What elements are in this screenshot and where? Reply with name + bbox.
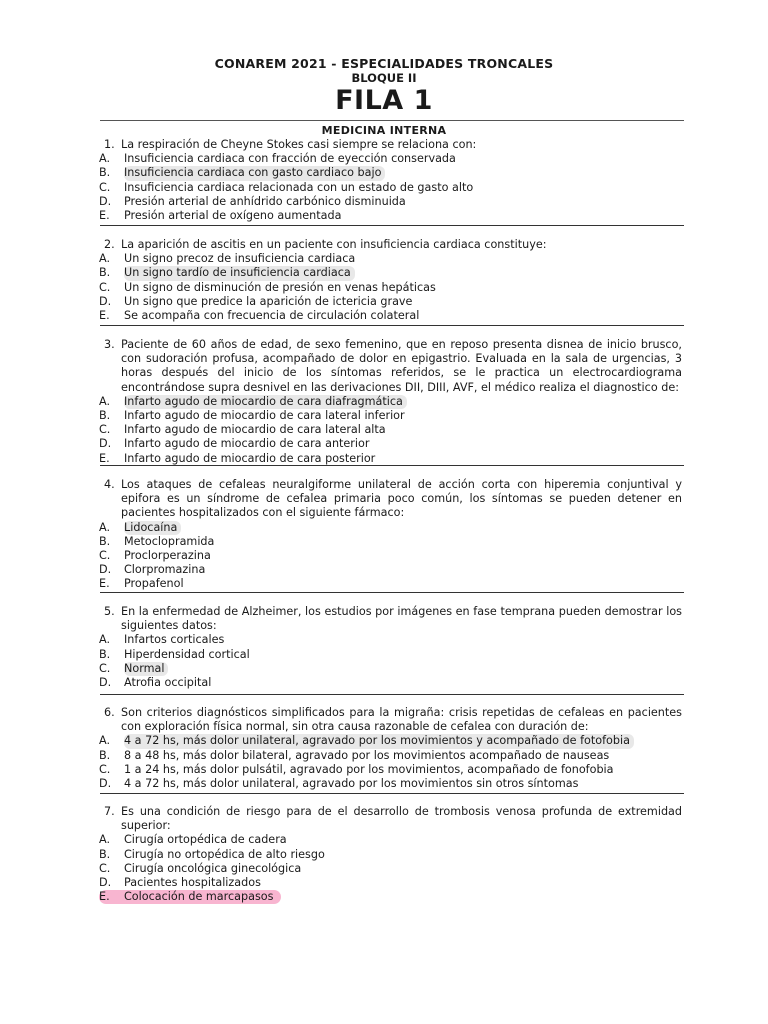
option-a: [99, 152, 682, 166]
option-text: Un signo que predice la aparición de ictericia grave: [124, 294, 413, 308]
option-text: Un signo precoz de insuficiencia cardiaca: [124, 252, 356, 266]
question-text: En la enfermedad de Alzheimer, los estudios por imágenes en fase temprana pueden demostrar los siguientes datos:: [121, 605, 682, 633]
option-e: [99, 577, 682, 591]
option-letter: B.: [99, 266, 111, 280]
option-b: [99, 266, 682, 280]
question-stem: [99, 238, 682, 252]
option-text-highlighted: Lidocaína: [124, 521, 181, 535]
option-text: Propafenol: [124, 577, 184, 591]
option-a: [99, 633, 682, 647]
option-text: Insuficiencia cardiaca relacionada con un estado de gasto alto: [124, 180, 474, 194]
option-c: [99, 662, 682, 676]
option-d: [99, 777, 682, 791]
option-letter: E.: [99, 451, 110, 465]
option-letter: B.: [99, 748, 111, 762]
option-text: 1 a 24 hs, más dolor pulsátil, agravado por los movimientos, acompañado de fonofobia: [124, 762, 614, 776]
option-letter: C.: [99, 549, 111, 563]
question-number: 6.: [104, 706, 115, 719]
option-text-highlighted: Un signo tardío de insuficiencia cardiaca: [124, 266, 355, 280]
option-text-highlighted: Insuficiencia cardiaca con gasto cardiaco bajo: [124, 166, 385, 180]
option-e: [99, 209, 682, 223]
option-letter: D.: [99, 676, 112, 690]
option-a: [99, 521, 682, 535]
option-d: [99, 563, 682, 577]
option-letter: D.: [99, 777, 112, 791]
question-3: [99, 338, 682, 466]
option-text: Infarto agudo de miocardio de cara posterior: [124, 451, 376, 465]
option-b: [99, 166, 682, 180]
question-number: 3.: [104, 338, 115, 351]
option-d: [99, 195, 682, 209]
question-number: 4.: [104, 478, 115, 491]
option-letter: B.: [99, 409, 111, 423]
question-divider: [100, 793, 684, 794]
question-text: La respiración de Cheyne Stokes casi siempre se relaciona con:: [121, 138, 477, 151]
option-letter: C.: [99, 423, 111, 437]
option-b: [99, 535, 682, 549]
question-number: 7.: [104, 805, 115, 818]
option-text: Pacientes hospitalizados: [124, 876, 261, 890]
option-text: Infarto agudo de miocardio de cara lateral alta: [124, 423, 386, 437]
option-text-highlighted: Normal: [124, 662, 168, 676]
question-number: 5.: [104, 605, 115, 618]
option-text: Metoclopramida: [124, 534, 215, 548]
option-b: [99, 648, 682, 662]
option-text: Infarto agudo de miocardio de cara lateral inferior: [124, 409, 405, 423]
option-d: [99, 295, 682, 309]
option-text: 4 a 72 hs, más dolor unilateral, agravado por los movimientos sin otros síntomas: [124, 777, 579, 791]
option-text: Cirugía no ortopédica de alto riesgo: [124, 847, 325, 861]
option-text: 8 a 48 hs, más dolor bilateral, agravado por los movimientos acompañado de nauseas: [124, 748, 610, 762]
option-c: [99, 549, 682, 563]
option-c: [99, 181, 682, 195]
question-text: Los ataques de cefaleas neuralgiforme unilateral de acción corta con hiperemia conjuntival y epifora es un síndrome de cefalea primaria poco común, los síntomas se pueden detener en pacientes hospitalizados con el siguiente fármaco:: [121, 478, 682, 520]
option-letter: B.: [99, 847, 111, 861]
question-stem: [99, 138, 682, 152]
question-stem: [99, 805, 682, 833]
option-text: Atrofia occipital: [124, 676, 212, 690]
option-letter: E.: [99, 209, 110, 223]
option-d: [99, 876, 682, 890]
exam-title: CONAREM 2021 - ESPECIALIDADES TRONCALES: [214, 56, 554, 71]
option-d: [99, 437, 682, 451]
option-letter: D.: [99, 437, 112, 451]
option-text: Clorpromazina: [124, 563, 206, 577]
section-title: MEDICINA INTERNA: [321, 124, 447, 137]
option-letter: E.: [99, 577, 110, 591]
option-a: [99, 252, 682, 266]
option-letter: C.: [99, 861, 111, 875]
option-letter: E.: [99, 309, 110, 323]
option-text: Un signo de disminución de presión en venas hepáticas: [124, 280, 436, 294]
option-letter: C.: [99, 762, 111, 776]
option-letter: D.: [99, 876, 112, 890]
question-divider: [100, 465, 684, 466]
question-divider: [100, 592, 684, 593]
option-a: [99, 833, 682, 847]
option-letter: A.: [99, 252, 111, 266]
option-text-highlighted: Infarto agudo de miocardio de cara diafragmática: [124, 395, 407, 409]
question-4: [99, 478, 682, 592]
option-text-highlighted: 4 a 72 hs, más dolor unilateral, agravado por los movimientos y acompañado de fotofobia: [124, 734, 634, 748]
question-number: 1.: [104, 138, 115, 151]
option-text: Cirugía oncológica ginecológica: [124, 861, 302, 875]
question-text: Paciente de 60 años de edad, de sexo femenino, que en reposo presenta disnea de inicio brusco, con sudoración profusa, acompañado de dolor en epigastrio. Evaluada en la sala de urgencias, 3 horas después del inicio de los síntomas referidos, se le practica un electrocardiograma encontrándose supra desnivel en las derivaciones DII, DIII, AVF, el médico realiza el diagnostico de:: [121, 338, 682, 394]
option-text: Insuficiencia cardiaca con fracción de eyección conservada: [124, 152, 456, 166]
option-letter: A.: [99, 833, 111, 847]
option-text: Infartos corticales: [124, 633, 225, 647]
option-letter: A.: [99, 520, 111, 534]
option-a: [99, 395, 682, 409]
option-b: [99, 409, 682, 423]
question-stem: [99, 706, 682, 734]
question-divider: [100, 694, 684, 695]
option-text: Infarto agudo de miocardio de cara anterior: [124, 437, 370, 451]
option-letter: E.: [99, 890, 110, 904]
option-b: [99, 749, 682, 763]
option-text: Hiperdensidad cortical: [124, 647, 250, 661]
question-text: La aparición de ascitis en un paciente con insuficiencia cardiaca constituye:: [121, 238, 547, 251]
option-letter: A.: [99, 394, 111, 408]
option-letter: C.: [99, 180, 111, 194]
question-divider: [100, 225, 684, 226]
option-letter: B.: [99, 166, 111, 180]
option-c: [99, 763, 682, 777]
option-e-highlighted: [99, 890, 281, 904]
question-1: [99, 138, 682, 223]
option-letter: C.: [99, 661, 111, 675]
question-2: [99, 238, 682, 323]
option-text: Presión arterial de anhídrido carbónico disminuida: [124, 194, 406, 208]
option-a: [99, 734, 682, 748]
option-letter: C.: [99, 280, 111, 294]
question-stem: [99, 605, 682, 633]
question-5: [99, 605, 682, 690]
exam-row-title: FILA 1: [335, 85, 433, 116]
option-text: Colocación de marcapasos: [124, 890, 274, 904]
option-text: Se acompaña con frecuencia de circulación colateral: [124, 309, 420, 323]
option-text: Proclorperazina: [124, 549, 211, 563]
option-letter: A.: [99, 152, 111, 166]
option-text: Presión arterial de oxígeno aumentada: [124, 209, 342, 223]
question-stem: [99, 338, 682, 395]
question-number: 2.: [104, 238, 115, 251]
option-letter: B.: [99, 534, 111, 548]
option-text: Cirugía ortopédica de cadera: [124, 833, 287, 847]
option-letter: D.: [99, 563, 112, 577]
question-divider: [100, 325, 684, 326]
option-c: [99, 423, 682, 437]
option-letter: A.: [99, 633, 111, 647]
option-letter: A.: [99, 734, 111, 748]
option-c: [99, 862, 682, 876]
option-letter: D.: [99, 194, 112, 208]
option-e: [99, 309, 682, 323]
question-stem: [99, 478, 682, 521]
question-7: [99, 805, 682, 904]
option-c: [99, 281, 682, 295]
option-b: [99, 848, 682, 862]
option-letter: D.: [99, 294, 112, 308]
option-e: [99, 452, 682, 466]
question-text: Son criterios diagnósticos simplificados para la migraña: crisis repetidas de cefaleas en pacientes con exploración física normal, sin otra causa razonable de cefalea con duración de:: [121, 706, 682, 734]
question-text: Es una condición de riesgo para de el desarrollo de trombosis venosa profunda de extremidad superior:: [121, 805, 682, 833]
exam-block: BLOQUE II: [351, 71, 417, 85]
option-letter: B.: [99, 647, 111, 661]
header-divider: [100, 120, 684, 121]
question-6: [99, 706, 682, 791]
option-d: [99, 676, 682, 690]
